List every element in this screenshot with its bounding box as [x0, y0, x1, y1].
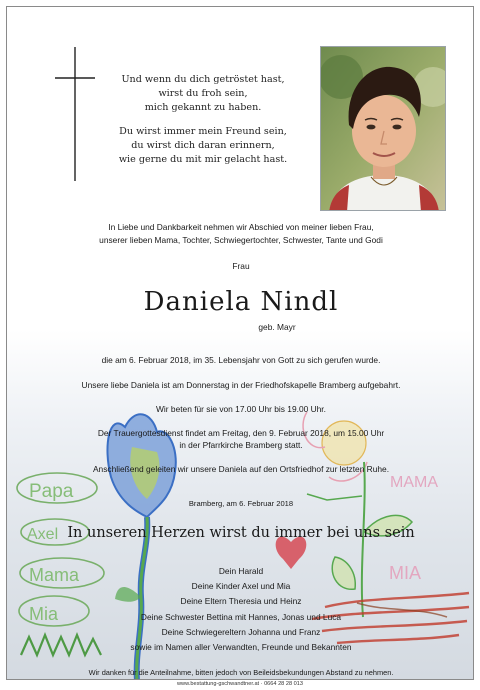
burial-notice: Anschließend geleiten wir unsere Daniela auf den Ortsfriedhof zur letzten Ruhe. [92, 464, 390, 474]
poem-line: mich gekannt zu haben. [144, 102, 262, 113]
footer-contact: www.bestattung-gschwandtner.at · 0664 28 28 013 [177, 681, 303, 687]
death-notice: die am 6. Februar 2018, im 35. Lebensjahr von Gott zu sich gerufen wurde. [101, 355, 381, 365]
poem-stanza-2 [103, 125, 303, 167]
salutation: Frau [232, 261, 250, 271]
poem [103, 73, 303, 177]
birth-name: geb. Mayr [258, 322, 296, 332]
poem-line: wie gerne du mit mir gelacht hast. [118, 154, 288, 165]
thanks-note: Wir danken für die Anteilnahme, bitten jedoch von Beileidsbekundungen Abstand zu nehmen. [88, 668, 394, 677]
obituary-card [6, 6, 474, 680]
family-list [6, 564, 474, 655]
family-line: Dein Harald [218, 566, 264, 576]
cross-icon [53, 47, 97, 181]
drawing-word-mama-right: MAMA [390, 474, 438, 491]
intro-text [6, 221, 474, 247]
drawing-word-mia-left: Mia [29, 604, 59, 624]
drawing-word-mama-left: Mama [29, 565, 80, 585]
service-line-2: in der Pfarrkirche Bramberg statt. [179, 440, 303, 450]
prayer-notice: Wir beten für sie von 17.00 Uhr bis 19.00 Uhr. [156, 404, 326, 414]
service-notice [6, 427, 474, 451]
portrait-image [321, 47, 446, 211]
poem-line: Du wirst immer mein Freund sein, [119, 126, 287, 137]
drawing-word-axel: Axel [27, 526, 59, 543]
family-line: Deine Eltern Theresia und Heinz [180, 596, 302, 607]
family-line: Deine Kinder Axel und Mia [191, 581, 291, 592]
family-line: Deine Schwester Bettina mit Hannes, Jonas und Luca [140, 611, 342, 622]
service-line-1: Der Trauergottesdienst findet am Freitag, den 9. Februar 2018, um 15.00 Uhr [97, 428, 385, 438]
poem-line: Und wenn du dich getröstet hast, [121, 74, 285, 85]
intro-line: In Liebe und Dankbarkeit nehmen wir Abschied von meiner lieben Frau, [108, 222, 374, 232]
family-line: sowie im Namen aller Verwandten, Freunde und Bekannten [130, 642, 352, 653]
intro-line: unserer lieben Mama, Tochter, Schwiegertochter, Schwester, Tante und Godi [99, 235, 383, 245]
laid-out-notice: Unsere liebe Daniela ist am Donnerstag in der Friedhofskapelle Bramberg aufgebahrt. [81, 380, 401, 390]
poem-stanza-1 [103, 73, 303, 115]
family-line: Deine Schwiegereltern Johanna und Franz [161, 626, 321, 637]
drawing-word-papa: Papa [29, 481, 74, 502]
place-date: Bramberg, am 6. Februar 2018 [188, 499, 294, 508]
deceased-name: Daniela Nindl [143, 287, 339, 317]
poem-line: wirst du froh sein, [158, 88, 248, 99]
portrait-photo [320, 46, 446, 211]
drawing-word-mia-right: MIA [389, 563, 422, 583]
motto: In unseren Herzen wirst du immer bei uns sein [67, 525, 415, 541]
poem-line: du wirst dich daran erinnern, [131, 140, 275, 151]
